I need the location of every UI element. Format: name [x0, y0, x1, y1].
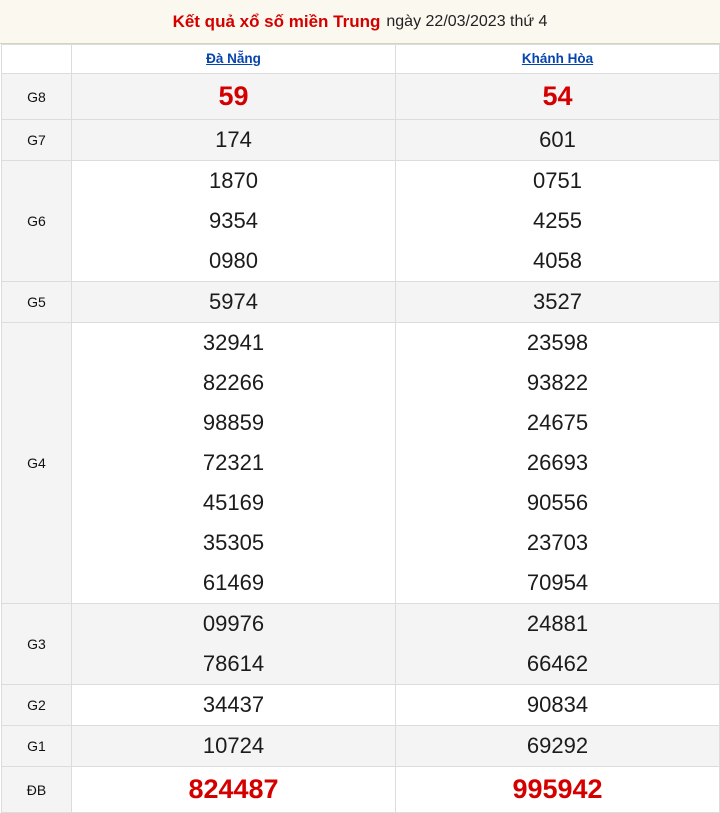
prize-label-g8: G8	[2, 74, 72, 120]
number: 174	[215, 127, 252, 152]
table-row	[2, 323, 720, 604]
table-row	[2, 282, 720, 323]
prize-values-db-danang	[72, 767, 396, 813]
prize-values-g1-khanhhoa	[396, 726, 720, 767]
prize-label-g1: G1	[2, 726, 72, 767]
prize-values-g2-danang	[72, 685, 396, 726]
prize-label-g3: G3	[2, 604, 72, 685]
number: 23703	[526, 530, 589, 555]
prize-values-db-khanhhoa	[396, 767, 720, 813]
number: 35305	[202, 530, 265, 555]
number: 5974	[209, 289, 258, 314]
number: 4255	[533, 208, 582, 233]
corner-cell	[2, 45, 72, 74]
number: 0980	[209, 248, 258, 273]
number: 90556	[526, 490, 589, 515]
prize-label-db: ĐB	[2, 767, 72, 813]
number: 10724	[202, 733, 265, 758]
number: 78614	[202, 651, 265, 676]
table-row	[2, 685, 720, 726]
prize-label-g7: G7	[2, 120, 72, 161]
number: 0751	[533, 168, 582, 193]
number: 23598	[526, 330, 589, 355]
number: 90834	[526, 692, 589, 717]
province-link-khanhhoa[interactable]: Khánh Hòa	[521, 51, 594, 66]
prize-values-g7-khanhhoa	[396, 120, 720, 161]
prize-label-g5: G5	[2, 282, 72, 323]
number: 82266	[202, 370, 265, 395]
number: 824487	[188, 774, 279, 804]
prize-label-g4: G4	[2, 323, 72, 604]
prize-values-g4-khanhhoa	[396, 323, 720, 604]
number: 72321	[202, 450, 265, 475]
number: 45169	[202, 490, 265, 515]
number: 32941	[202, 330, 265, 355]
number: 66462	[526, 651, 589, 676]
province-header-1[interactable]	[396, 45, 720, 74]
prize-values-g2-khanhhoa	[396, 685, 720, 726]
prize-values-g8-khanhhoa	[396, 74, 720, 120]
table-row	[2, 767, 720, 813]
number: 69292	[526, 733, 589, 758]
prize-values-g6-khanhhoa	[396, 161, 720, 282]
number: 59	[218, 81, 249, 111]
table-header-row	[2, 45, 720, 74]
prize-values-g7-danang	[72, 120, 396, 161]
prize-values-g6-danang	[72, 161, 396, 282]
number: 4058	[533, 248, 582, 273]
prize-label-g2: G2	[2, 685, 72, 726]
province-header-0[interactable]	[72, 45, 396, 74]
table-row	[2, 120, 720, 161]
number: 1870	[209, 168, 258, 193]
table-row	[2, 74, 720, 120]
number: 54	[542, 81, 573, 111]
page-title-main: Kết quả xổ số miền Trung	[172, 11, 381, 31]
prize-values-g5-khanhhoa	[396, 282, 720, 323]
prize-values-g5-danang	[72, 282, 396, 323]
page-title	[0, 0, 720, 44]
prize-label-g6: G6	[2, 161, 72, 282]
number: 9354	[209, 208, 258, 233]
number: 70954	[526, 570, 589, 595]
prize-values-g1-danang	[72, 726, 396, 767]
number: 26693	[526, 450, 589, 475]
number: 34437	[202, 692, 265, 717]
prize-values-g3-khanhhoa	[396, 604, 720, 685]
prize-values-g8-danang	[72, 74, 396, 120]
number: 3527	[533, 289, 582, 314]
number: 995942	[512, 774, 603, 804]
number: 09976	[202, 611, 265, 636]
number: 24675	[526, 410, 589, 435]
number: 24881	[526, 611, 589, 636]
table-row	[2, 161, 720, 282]
number: 61469	[202, 570, 265, 595]
province-link-danang[interactable]: Đà Nẵng	[206, 51, 261, 66]
results-table	[1, 44, 720, 813]
number: 601	[539, 127, 576, 152]
table-row	[2, 604, 720, 685]
page-title-date: ngày 22/03/2023 thứ 4	[386, 12, 548, 30]
prize-values-g4-danang	[72, 323, 396, 604]
prize-values-g3-danang	[72, 604, 396, 685]
number: 93822	[526, 370, 589, 395]
table-row	[2, 726, 720, 767]
number: 98859	[202, 410, 265, 435]
